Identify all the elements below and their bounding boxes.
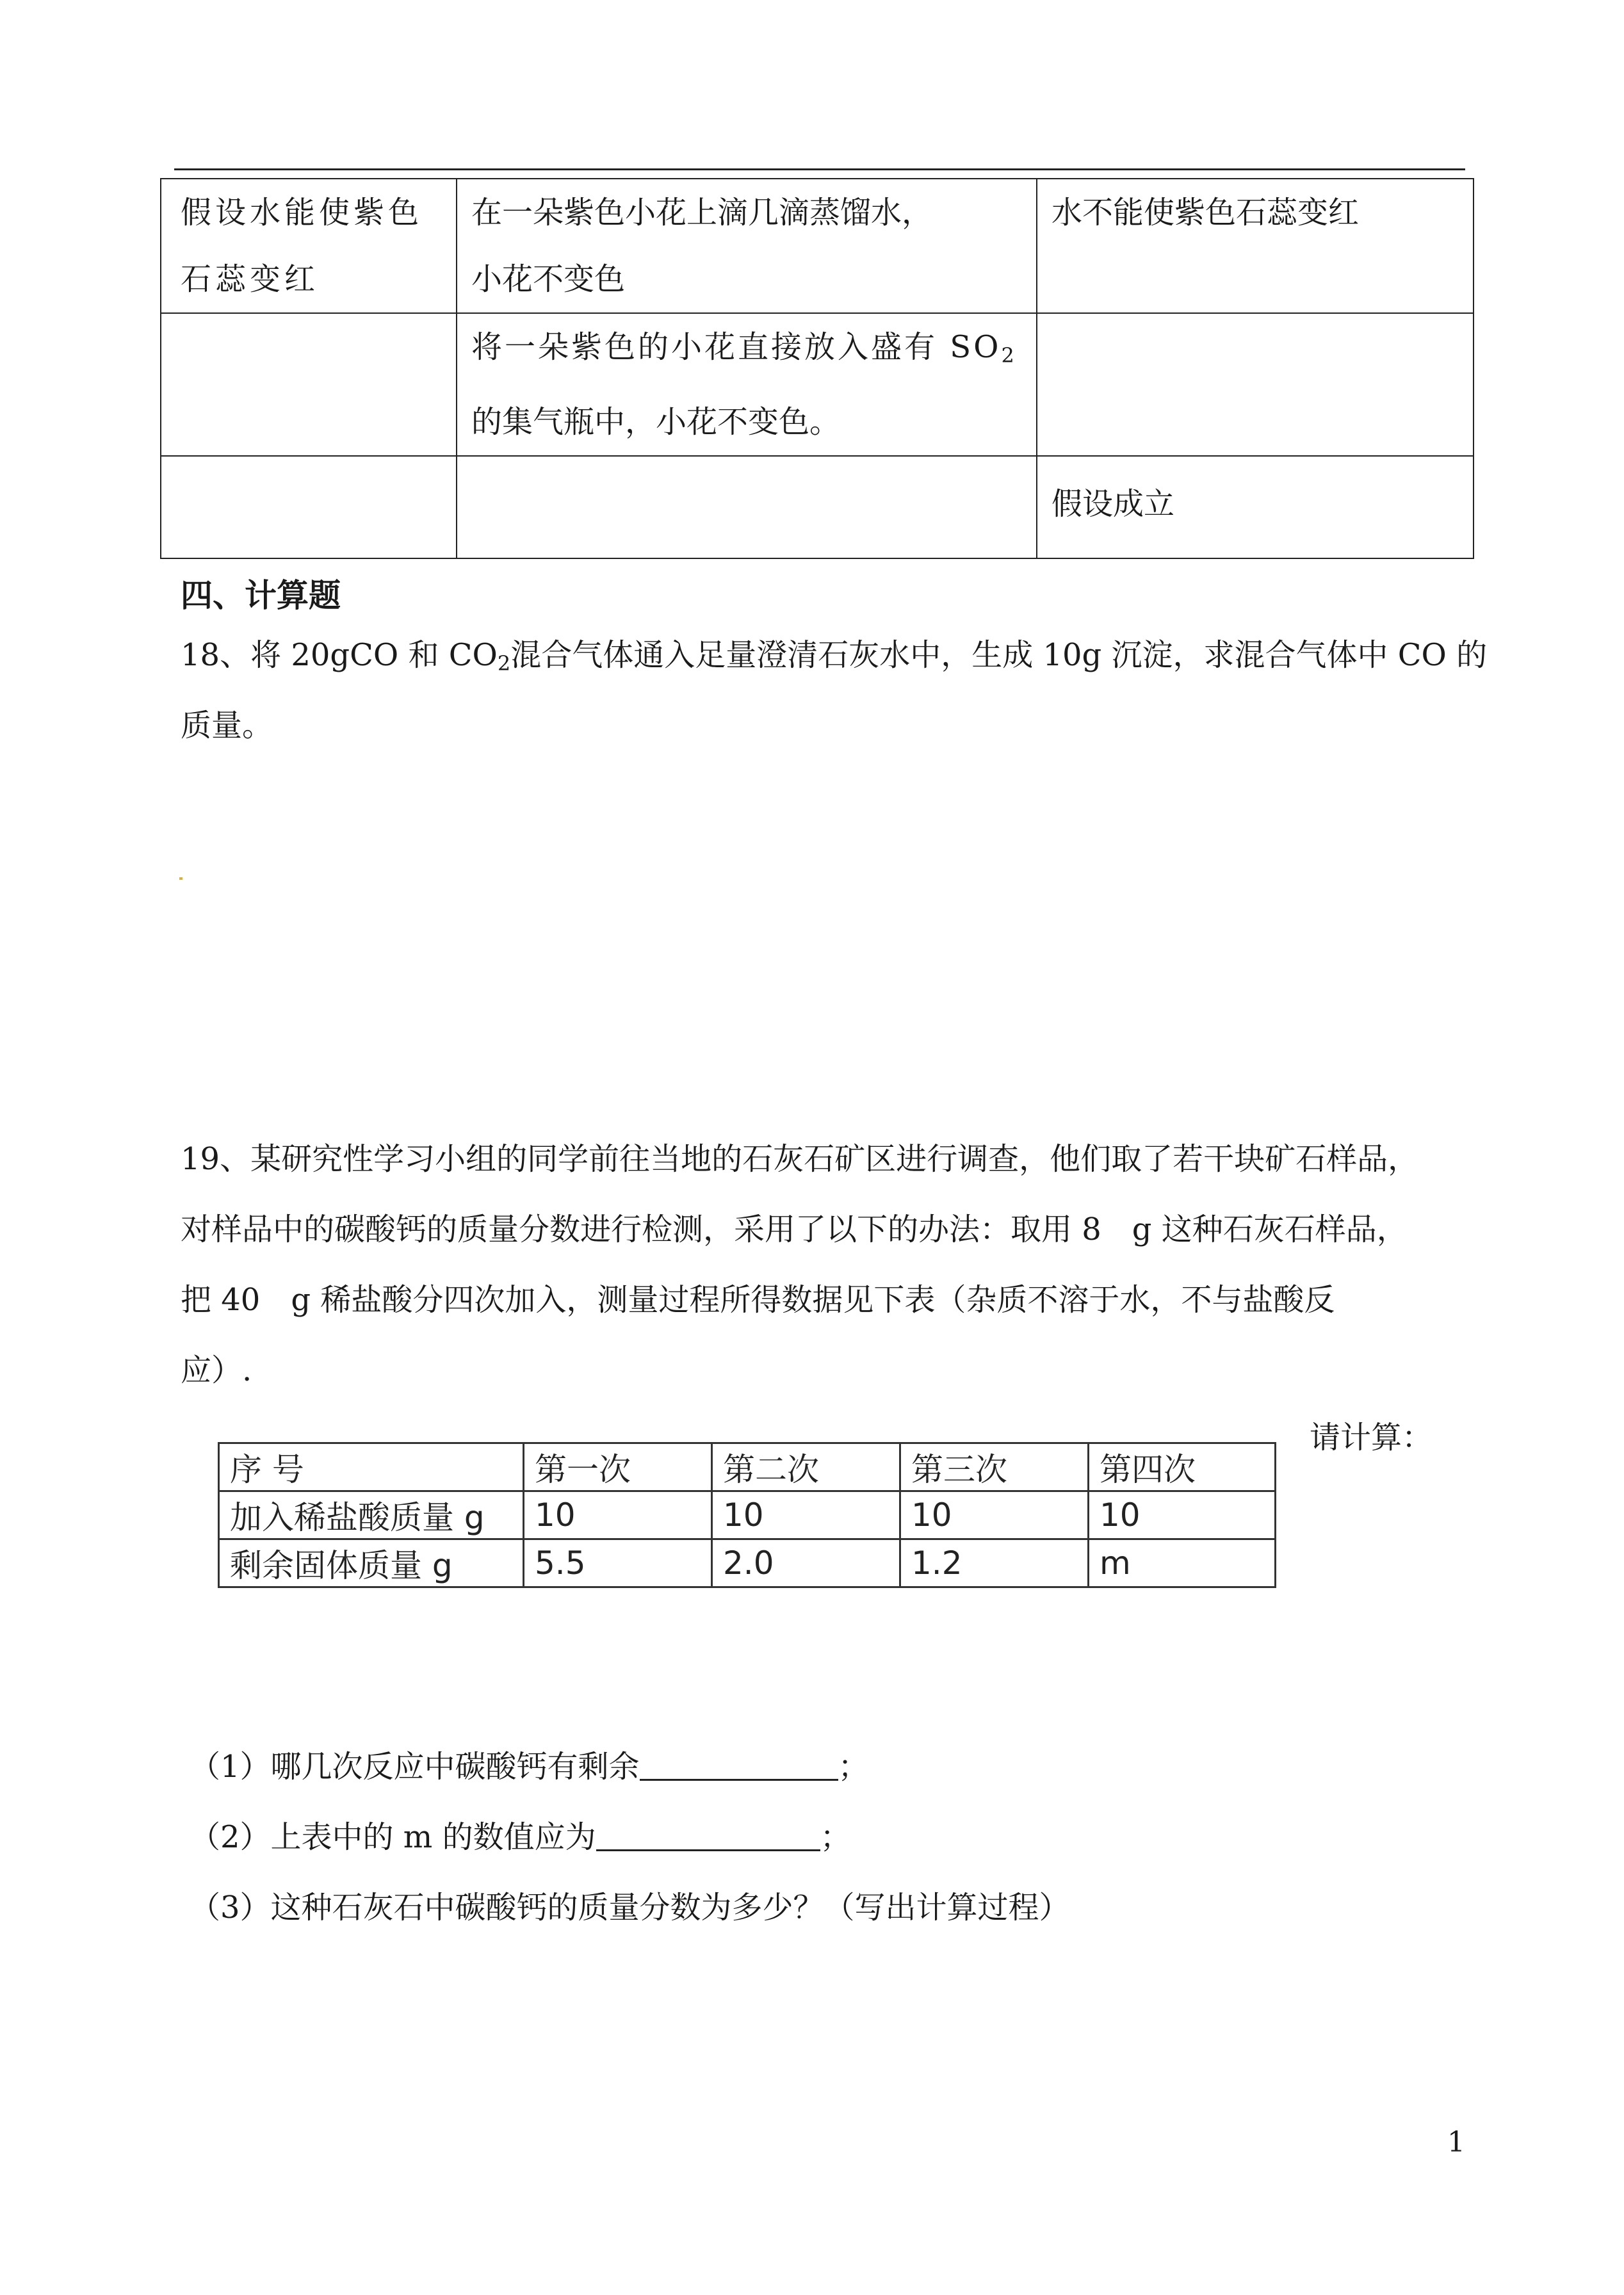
operation-text: 将一朵紫色的小花直接放入盛有 SO [471,329,1002,365]
question-3: （3）这种石灰石中碳酸钙的质量分数为多少？（写出计算过程） [190,1890,1070,1926]
header-cell: 第二次 [712,1443,900,1491]
operation-line: 小花不变色 [471,261,626,297]
conclusion-cell: 假设成立 [1037,456,1474,558]
conclusion-cell: 水不能使紫色石蕊变红 [1037,179,1474,313]
q18-text: 混合气体通入足量澄清石灰水中，生成 10g 沉淀，求混合气体中 CO 的 [510,637,1488,673]
header-rule [174,168,1465,170]
header-cell: 序 号 [219,1443,524,1491]
value-cell: m [1089,1539,1276,1587]
table-row [219,1491,1276,1539]
operation-cell [457,179,1037,313]
operation-line: 的集气瓶中，小花不变色。 [471,404,841,440]
q19-line: 对样品中的碳酸钙的质量分数进行检测，采用了以下的办法：取用 8 g 这种石灰石样品， [181,1212,1408,1247]
value-cell: 10 [900,1491,1089,1539]
operation-cell [457,456,1037,558]
table-row [161,179,1474,313]
answer-blank[interactable] [596,1820,820,1851]
page-number: 1 [1447,2126,1465,2159]
data-table [218,1442,1276,1588]
table-row [161,313,1474,456]
subscript: 2 [1001,343,1017,368]
question-text: （1）哪几次反应中碳酸钙有剩余 [190,1749,640,1785]
conclusion-cell [1037,313,1474,456]
value-cell: 1.2 [900,1539,1089,1587]
question-text: ； [820,1819,851,1855]
question-text: （2）上表中的 m 的数值应为 [190,1819,596,1855]
row-label-cell: 剩余固体质量 g [219,1539,524,1587]
value-cell: 2.0 [712,1539,900,1587]
value-cell: 10 [1089,1491,1276,1539]
hypothesis-cell [161,456,457,558]
operation-line [471,314,1022,389]
q19-line: 19、某研究性学习小组的同学前往当地的石灰石矿区进行调查，他们取了若干块矿石样品， [181,1141,1419,1177]
header-cell: 第四次 [1089,1443,1276,1491]
question-2 [190,1812,851,1856]
scan-mark [179,877,183,880]
table-row [219,1539,1276,1587]
section-title: 四、计算题 [181,577,341,614]
value-cell: 5.5 [524,1539,712,1587]
question-text: ； [838,1749,869,1785]
table-row [161,456,1474,558]
operation-line: 在一朵紫色小花上滴几滴蒸馏水， [471,195,933,231]
calc-label: 请计算： [1310,1420,1433,1456]
q18-line: 质量。 [181,708,273,743]
hypothesis-cell: 假设水能使紫色石蕊变红 [161,179,457,313]
answer-blank[interactable] [640,1749,838,1781]
q18-line [181,620,1487,699]
operation-cell [457,313,1037,456]
experiment-table [160,178,1474,559]
table-header-row [219,1443,1276,1491]
q19-line: 把 40 g 稀盐酸分四次加入，测量过程所得数据见下表（杂质不溶于水，不与盐酸反 [181,1282,1335,1318]
header-cell: 第三次 [900,1443,1089,1491]
value-cell: 10 [524,1491,712,1539]
hypothesis-cell [161,313,457,456]
q19-line: 应）. [181,1352,252,1388]
subscript: 2 [497,651,511,676]
question-1 [190,1742,869,1786]
row-label-cell: 加入稀盐酸质量 g [219,1491,524,1539]
q18-text: 18、将 20gCO 和 CO [181,637,498,673]
value-cell: 10 [712,1491,900,1539]
header-cell: 第一次 [524,1443,712,1491]
